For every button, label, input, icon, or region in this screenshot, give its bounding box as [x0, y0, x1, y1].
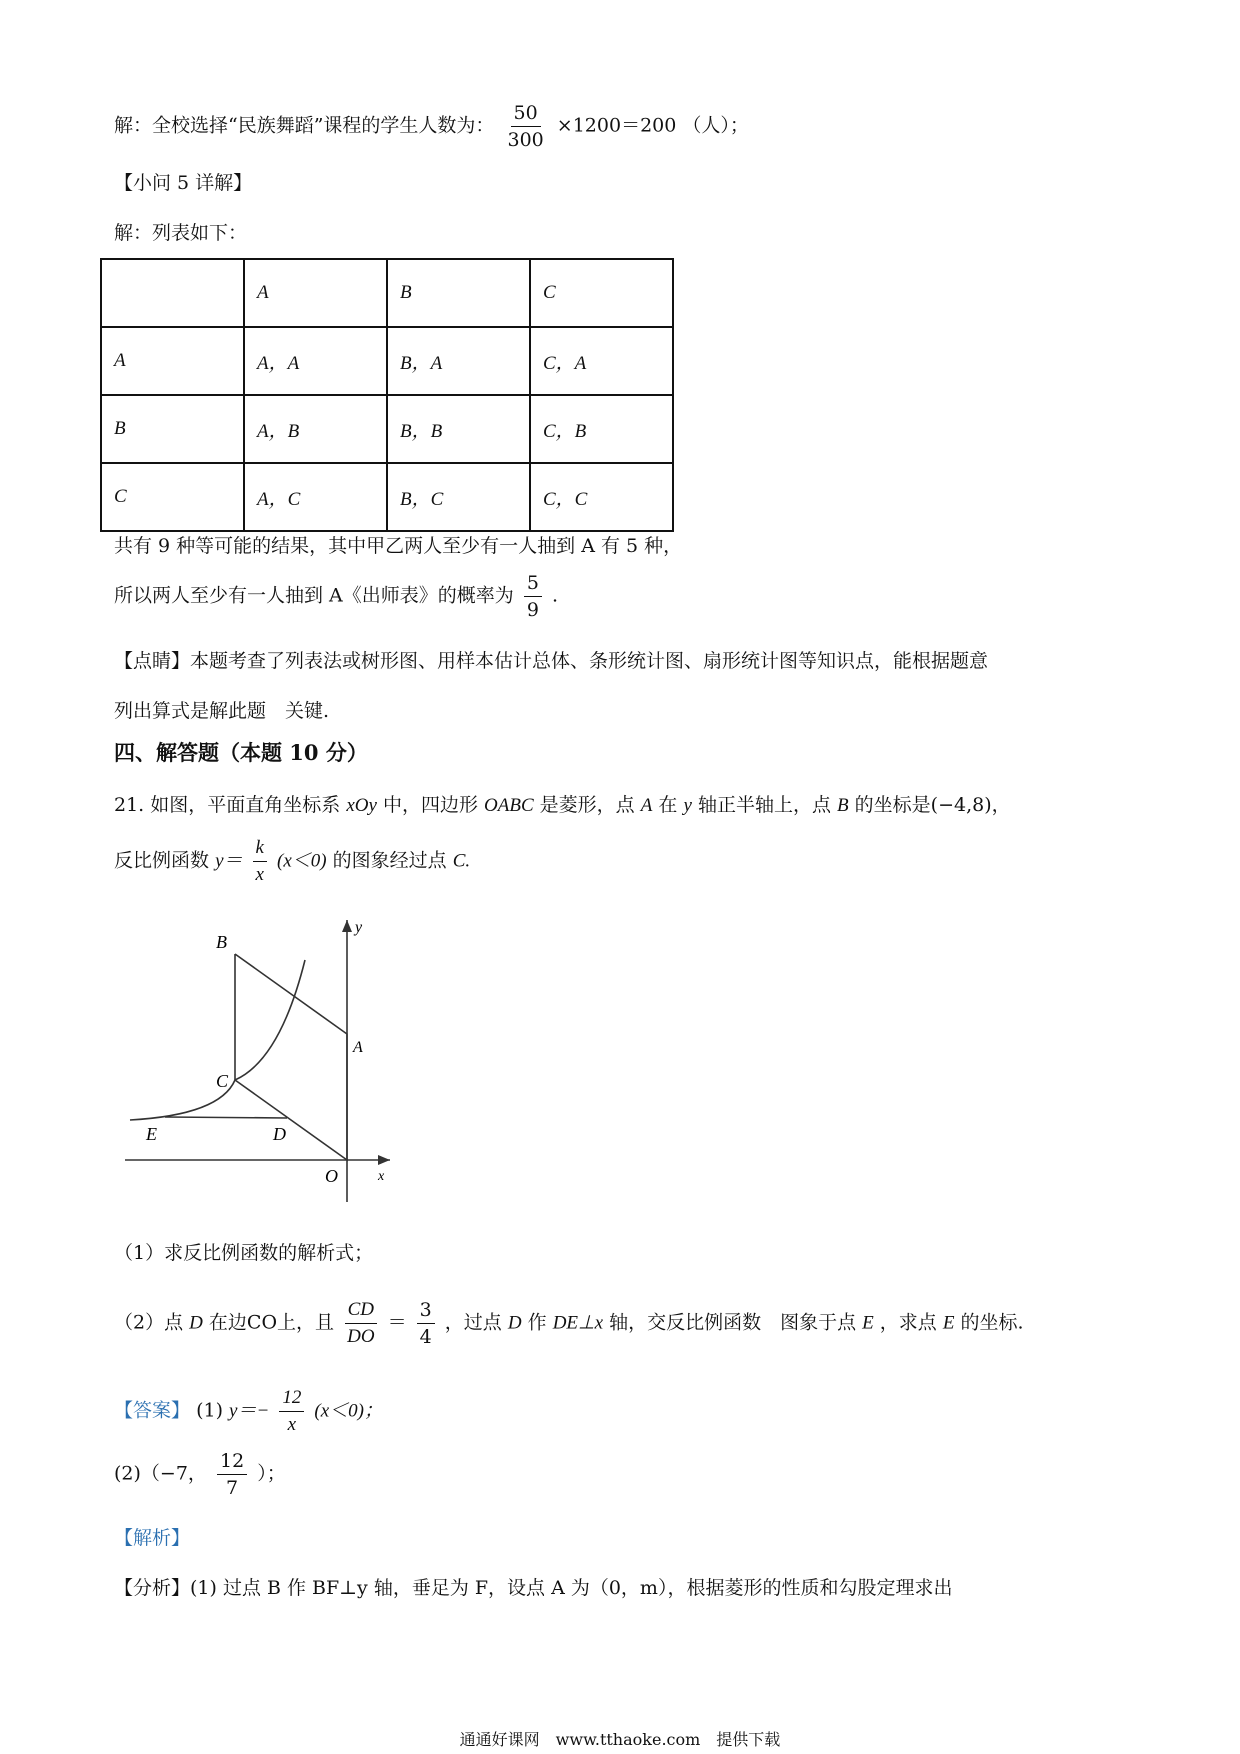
- expression: ×1200＝200: [556, 114, 677, 137]
- text: 在边CO上，且: [208, 1311, 335, 1334]
- table-cell: A: [244, 259, 387, 327]
- math: B: [837, 795, 849, 816]
- text: (2)（−7，: [114, 1462, 207, 1485]
- text: （2）点: [114, 1311, 184, 1334]
- table-cell: C: [530, 259, 673, 327]
- text: ＝: [387, 1311, 407, 1334]
- text: 作: [527, 1311, 547, 1334]
- fraction: [253, 835, 267, 888]
- sub-question-2: [114, 1297, 1024, 1350]
- math: y＝−: [229, 1400, 270, 1422]
- label-a: A: [353, 1039, 363, 1056]
- table-cell: C，B: [530, 395, 673, 463]
- table-cell: A，A: [244, 327, 387, 395]
- segment-de: [165, 1117, 287, 1118]
- table-cell: B: [101, 395, 244, 463]
- text: 21. 如图，平面直角坐标系: [114, 794, 341, 816]
- table-cell: A，C: [244, 463, 387, 531]
- label-c: C: [216, 1071, 229, 1091]
- table-cell: B，C: [387, 463, 530, 531]
- fraction: [417, 1297, 435, 1350]
- sub-question-1: （1）求反比例函数的解析式；: [114, 1242, 374, 1264]
- outcome-table: [100, 258, 674, 532]
- table-row: [101, 395, 673, 463]
- answer-1: [114, 1385, 383, 1438]
- text: 轴正半轴上，点: [697, 794, 831, 816]
- answer-line-1: [114, 100, 749, 153]
- text: .: [551, 584, 558, 607]
- fraction-num: 5: [524, 570, 542, 597]
- math: A: [640, 795, 653, 816]
- rhombus: [235, 954, 347, 1160]
- fraction-den: 4: [419, 1326, 432, 1348]
- y-axis-arrow: [342, 920, 352, 932]
- math: D: [507, 1312, 522, 1334]
- result-line-2: [114, 570, 558, 623]
- table-cell: C: [101, 463, 244, 531]
- fraction-num: CD: [345, 1297, 377, 1324]
- text: 的图象经过点: [332, 849, 447, 872]
- table-cell: [101, 259, 244, 327]
- table-cell: C，A: [530, 327, 673, 395]
- dianjing-line-1: 【点睛】本题考查了列表法或树形图、用样本估计总体、条形统计图、扇形统计图等知识点，能根据题意: [114, 650, 989, 672]
- hyperbola-curve: [130, 960, 305, 1120]
- label-o: O: [325, 1166, 338, 1186]
- dianjing-line-2: 列出算式是解此题 关键.: [114, 700, 330, 722]
- text: 的坐标.: [960, 1311, 1024, 1334]
- text: 解：全校选择“民族舞蹈”课程的学生人数为：: [114, 114, 495, 137]
- table-cell: C，C: [530, 463, 673, 531]
- fraction-num: k: [253, 835, 267, 862]
- fraction-num: 12: [279, 1385, 304, 1412]
- table-row: [101, 327, 673, 395]
- fraction: [504, 100, 546, 153]
- text: 是菱形，点: [539, 794, 635, 816]
- text: 轴，交反比例函数 图象于点: [609, 1311, 857, 1334]
- label-b: B: [216, 932, 227, 952]
- section-subheading: 【小问 5 详解】: [114, 172, 253, 194]
- fraction-den: 300: [507, 129, 544, 151]
- fraction-den: DO: [347, 1326, 375, 1347]
- math: (x＜0): [277, 850, 327, 872]
- fraction: [524, 570, 542, 623]
- math: y: [683, 795, 692, 816]
- text: 在: [658, 794, 678, 816]
- text: (1): [196, 1399, 223, 1422]
- table-row: [101, 259, 673, 327]
- result-line-1: 共有 9 种等可能的结果，其中甲乙两人至少有一人抽到 A 有 5 种，: [114, 535, 683, 557]
- label-y: y: [355, 920, 363, 936]
- table-row: [101, 463, 673, 531]
- math: y＝: [215, 850, 243, 872]
- answer-tag: 【答案】: [114, 1399, 191, 1422]
- label-x: x: [378, 1169, 385, 1184]
- table-intro: 解：列表如下：: [114, 222, 248, 244]
- table-cell: B，A: [387, 327, 530, 395]
- rhombus-figure: [120, 920, 410, 1210]
- table-cell: B，B: [387, 395, 530, 463]
- math: OABC: [484, 795, 534, 816]
- text: 所以两人至少有一人抽到 A《出师表》的概率为: [114, 584, 514, 607]
- label-e: E: [146, 1124, 157, 1144]
- math: DE⊥x: [552, 1312, 604, 1334]
- text: ，过点: [444, 1311, 502, 1334]
- math: E: [942, 1312, 955, 1334]
- fraction-den: x: [287, 1414, 297, 1435]
- table-cell: A: [101, 327, 244, 395]
- analysis-tag: 【解析】: [114, 1527, 191, 1549]
- fraction-num: 12: [217, 1448, 247, 1475]
- question-21-line-2: [114, 835, 470, 888]
- math: D: [189, 1312, 203, 1334]
- label-d: D: [273, 1124, 286, 1144]
- page-footer: 通通好课网 www.tthaoke.com 提供下载: [459, 1730, 781, 1749]
- text: 的坐标是(−4,8)，: [854, 794, 1011, 816]
- x-axis-arrow: [378, 1155, 390, 1165]
- fraction-num: 50: [511, 100, 541, 127]
- math: C.: [452, 850, 471, 872]
- text: （人）；: [682, 114, 749, 137]
- text: 反比例函数: [114, 849, 210, 872]
- text: ）；: [257, 1462, 286, 1485]
- analysis-line: 【分析】(1) 过点 B 作 BF⊥y 轴，垂足为 F，设点 A 为（0，m），根据菱形的性质和勾股定理求出: [114, 1577, 953, 1599]
- fraction: [344, 1297, 377, 1350]
- text: 中，四边形: [382, 794, 478, 816]
- math: E: [862, 1312, 874, 1334]
- fraction-den: 7: [226, 1477, 239, 1499]
- fraction: [279, 1385, 304, 1438]
- fraction-den: 9: [526, 599, 539, 621]
- math: xOy: [346, 795, 377, 816]
- text: ，求点: [879, 1311, 937, 1334]
- fraction-num: 3: [417, 1297, 435, 1324]
- answer-2: [114, 1448, 286, 1501]
- table-cell: A，B: [244, 395, 387, 463]
- fraction-den: x: [255, 864, 264, 885]
- fraction: [217, 1448, 247, 1501]
- question-21-line-1: [114, 792, 1011, 819]
- section-title: 四、解答题（本题 10 分）: [114, 740, 368, 765]
- table-cell: B: [387, 259, 530, 327]
- math: (x＜0)；: [314, 1400, 383, 1422]
